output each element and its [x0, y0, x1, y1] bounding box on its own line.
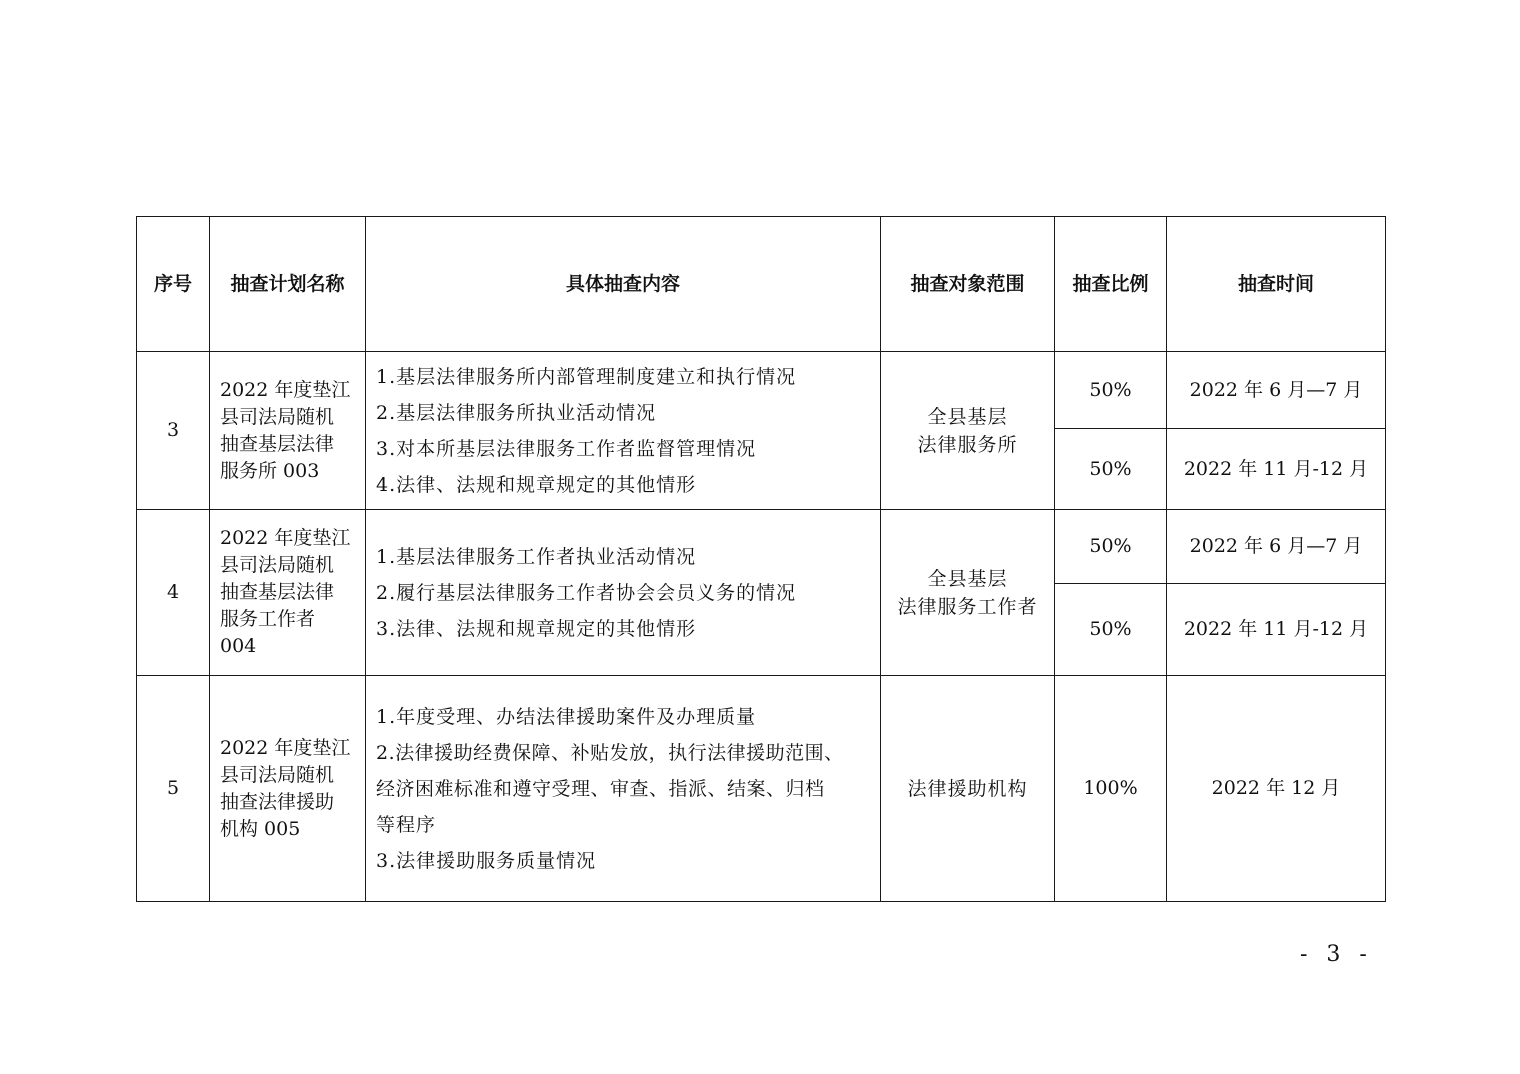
plan-name-line: 服务工作者	[220, 608, 316, 630]
scope-cell	[881, 676, 1055, 902]
content-item: 经济困难标准和遵守受理、审查、指派、结案、归档	[376, 777, 825, 800]
header-content: 具体抽查内容	[366, 217, 881, 352]
time-cell: 2022 年 12 月	[1167, 676, 1386, 902]
plan-name-line: 2022 年度垫江	[220, 378, 351, 401]
content-item: 3.对本所基层法律服务工作者监督管理情况	[376, 437, 757, 460]
header-scope: 抽查对象范围	[881, 217, 1055, 352]
scope-line: 法律服务所	[917, 433, 1018, 456]
content-item: 3.法律、法规和规章规定的其他情形	[376, 617, 697, 640]
content-item: 1.年度受理、办结法律援助案件及办理质量	[376, 705, 757, 728]
plan-name-line: 抽查基层法律	[220, 581, 335, 603]
content-item: 1.基层法律服务所内部管理制度建立和执行情况	[376, 365, 797, 388]
content-item: 1.基层法律服务工作者执业活动情况	[376, 545, 697, 568]
header-time: 抽查时间	[1167, 217, 1386, 352]
time-cell: 2022 年 11 月-12 月	[1167, 429, 1386, 510]
content-item: 2.基层法律服务所执业活动情况	[376, 401, 657, 424]
table-row	[137, 510, 1386, 584]
ratio-cell: 50%	[1055, 352, 1167, 429]
plan-name-cell	[210, 352, 366, 510]
plan-name-line: 县司法局随机	[220, 554, 335, 576]
content-item: 等程序	[376, 813, 437, 836]
row-index: 5	[137, 676, 210, 902]
content-cell	[366, 510, 881, 676]
content-item: 4.法律、法规和规章规定的其他情形	[376, 473, 697, 496]
time-cell: 2022 年 11 月-12 月	[1167, 584, 1386, 676]
plan-name-line: 县司法局随机	[220, 763, 335, 786]
ratio-cell: 50%	[1055, 584, 1167, 676]
scope-line: 法律服务工作者	[897, 595, 1038, 618]
plan-name-line: 2022 年度垫江	[220, 736, 351, 759]
plan-name-cell	[210, 676, 366, 902]
plan-name-line: 县司法局随机	[220, 405, 335, 428]
time-cell: 2022 年 6 月—7 月	[1167, 510, 1386, 584]
ratio-cell: 50%	[1055, 429, 1167, 510]
plan-name-line: 2022 年度垫江	[220, 527, 351, 549]
plan-name-line: 抽查基层法律	[220, 432, 335, 455]
plan-name-line: 服务所 003	[220, 459, 320, 482]
content-cell	[366, 352, 881, 510]
content-item: 2.法律援助经费保障、补贴发放，执行法律援助范围、	[376, 741, 844, 764]
content-cell	[366, 676, 881, 902]
scope-line: 全县基层	[927, 567, 1008, 590]
row-index: 4	[137, 510, 210, 676]
plan-name-line: 机构 005	[220, 817, 301, 840]
page-number: - 3 -	[1300, 942, 1373, 967]
scope-cell	[881, 510, 1055, 676]
row-index: 3	[137, 352, 210, 510]
plan-name-cell	[210, 510, 366, 676]
scope-cell	[881, 352, 1055, 510]
ratio-cell: 50%	[1055, 510, 1167, 584]
table-row	[137, 676, 1386, 902]
content-item: 3.法律援助服务质量情况	[376, 849, 597, 872]
header-index: 序号	[137, 217, 210, 352]
inspection-plan-table	[136, 216, 1386, 902]
table-header-row	[137, 217, 1386, 352]
time-cell: 2022 年 6 月—7 月	[1167, 352, 1386, 429]
plan-name-line: 抽查法律援助	[220, 790, 335, 813]
scope-line: 全县基层	[927, 405, 1008, 428]
content-item: 2.履行基层法律服务工作者协会会员义务的情况	[376, 581, 797, 604]
header-plan-name: 抽查计划名称	[210, 217, 366, 352]
ratio-cell: 100%	[1055, 676, 1167, 902]
table-row	[137, 352, 1386, 429]
scope-line: 法律援助机构	[907, 777, 1028, 800]
header-ratio: 抽查比例	[1055, 217, 1167, 352]
plan-name-line: 004	[220, 635, 257, 657]
